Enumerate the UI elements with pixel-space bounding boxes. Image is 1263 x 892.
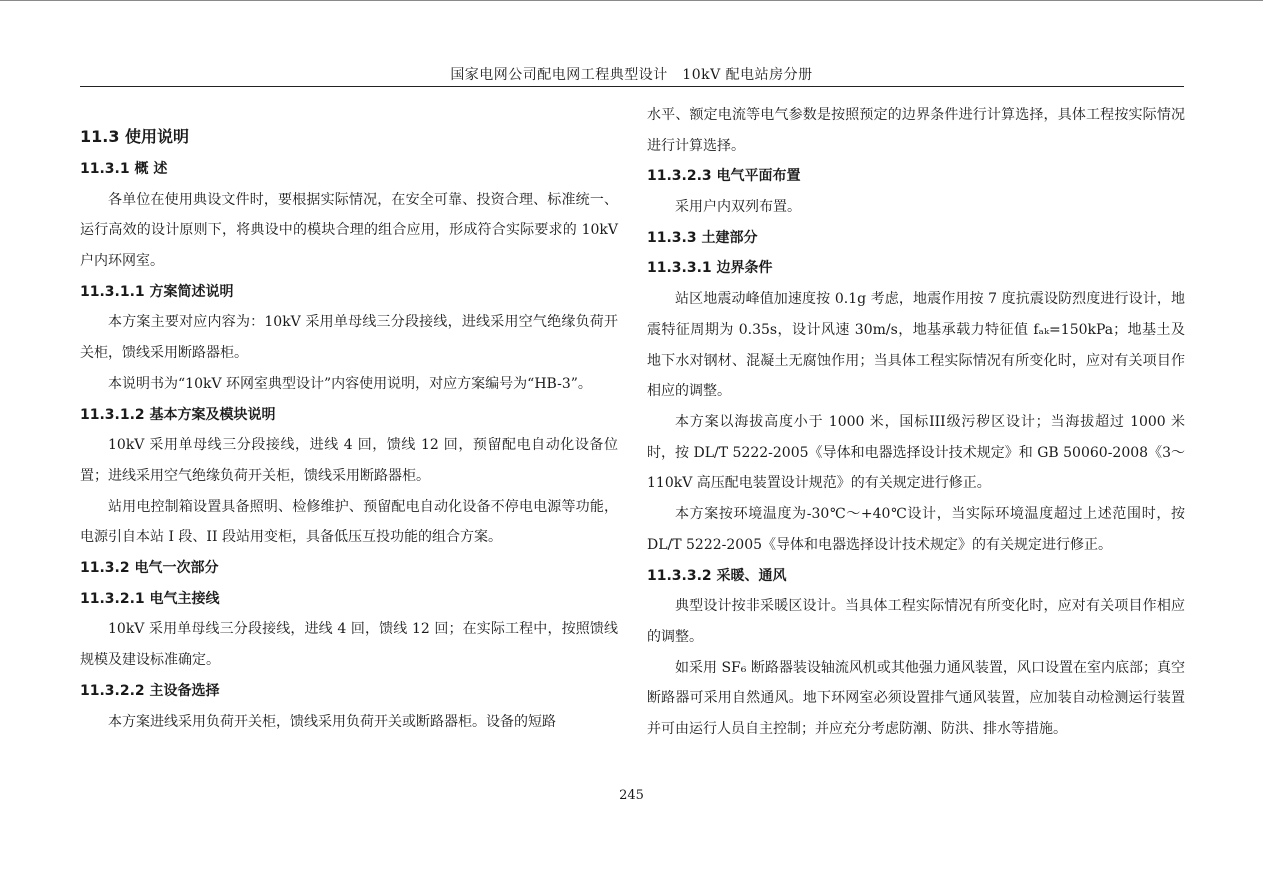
paragraph-basic-1: 10kV 采用单母线三分段接线，进线 4 回，馈线 12 回，预留配电自动化设备位置；进线采用空气绝缘负荷开关柜，馈线采用断路器柜。 [80, 437, 618, 484]
heading-basic-scheme: 11.3.1.2 基本方案及模块说明 [80, 406, 276, 423]
header-rule [80, 86, 1184, 87]
heading-civil: 11.3.3 土建部分 [647, 229, 758, 246]
paragraph-equipment-continued: 水平、额定电流等电气参数是按照预定的边界条件进行计算选择，具体工程按实际情况进行计算选择。 [647, 107, 1185, 154]
page-number: 245 [619, 788, 644, 803]
paragraph-boundary-3: 本方案按环境温度为-30℃～+40℃设计，当实际环境温度超过上述范围时，按 DL/T 5222-2005《导体和电器选择设计技术规定》的有关规定进行修正。 [647, 506, 1185, 553]
paragraph-scheme-1: 本方案主要对应内容为：10kV 采用单母线三分段接线，进线采用空气绝缘负荷开关柜，馈线采用断路器柜。 [80, 314, 618, 362]
heading-scheme-description: 11.3.1.1 方案简述说明 [80, 283, 234, 300]
heading-electrical-layout: 11.3.2.3 电气平面布置 [647, 168, 801, 185]
paragraph-boundary-2: 本方案以海拔高度小于 1000 米，国标III级污秽区设计；当海拔超过 1000 米时，按 DL/T 5222-2005《导体和电器选择设计技术规定》和 GB 50060-2008《3～110kV 高压配电装置设计规范》的有关规定进行修正。 [647, 413, 1185, 492]
paragraph-hvac-1: 典型设计按非采暖区设计。当具体工程实际情况有所变化时，应对有关项目作相应的调整。 [647, 598, 1185, 645]
heading-main-wiring: 11.3.2.1 电气主接线 [80, 590, 220, 607]
section-title: 11.3 使用说明 [80, 127, 190, 146]
paragraph-electrical-layout: 采用户内双列布置。 [675, 199, 801, 216]
left-column [80, 100, 618, 737]
heading-overview: 11.3.1 概 述 [80, 161, 168, 177]
right-column [647, 100, 1185, 745]
paragraph-boundary-1: 站区地震动峰值加速度按 0.1g 考虑，地震作用按 7 度抗震设防烈度进行设计，地震特征周期为 0.35s，设计风速 30m/s，地基承载力特征值 fₐₖ=150kPa；地基土及地下水对钢材、混凝土无腐蚀作用；当具体工程实际情况有所变化时，应对有关项目作相应的调整。 [647, 291, 1185, 400]
paragraph-hvac-2: 如采用 SF₆ 断路器装设轴流风机或其他强力通风装置，风口设置在室内底部；真空断路器可采用自然通风。地下环网室必须设置排气通风装置，应加装自动检测运行装置并可由运行人员自主控制；并应充分考虑防潮、防洪、排水等措施。 [647, 659, 1185, 737]
heading-boundary-conditions: 11.3.3.1 边界条件 [647, 260, 773, 277]
running-header: 国家电网公司配电网工程典型设计 10kV 配电站房分册 [450, 67, 813, 83]
paragraph-basic-2: 站用电控制箱设置具备照明、检修维护、预留配电自动化设备不停电电源等功能，电源引自本站 I 段、II 段站用变柜，具备低压互投功能的组合方案。 [80, 498, 618, 546]
top-border-line [0, 0, 1263, 1]
heading-heating-ventilation: 11.3.3.2 采暖、通风 [647, 567, 787, 584]
heading-electrical-primary: 11.3.2 电气一次部分 [80, 560, 219, 577]
paragraph-overview: 各单位在使用典设文件时，要根据实际情况，在安全可靠、投资合理、标准统一、运行高效的设计原则下，将典设中的模块合理的组合应用，形成符合实际要求的 10kV 户内环网室。 [80, 191, 618, 270]
paragraph-main-wiring: 10kV 采用单母线三分段接线，进线 4 回，馈线 12 回；在实际工程中，按照馈线规模及建设标准确定。 [80, 621, 618, 669]
heading-main-equipment: 11.3.2.2 主设备选择 [80, 682, 220, 699]
paragraph-main-equipment: 本方案进线采用负荷开关柜，馈线采用负荷开关或断路器柜。设备的短路 [108, 713, 556, 730]
paragraph-scheme-2: 本说明书为“10kV 环网室典型设计”内容使用说明，对应方案编号为“HB-3”。 [108, 375, 592, 392]
